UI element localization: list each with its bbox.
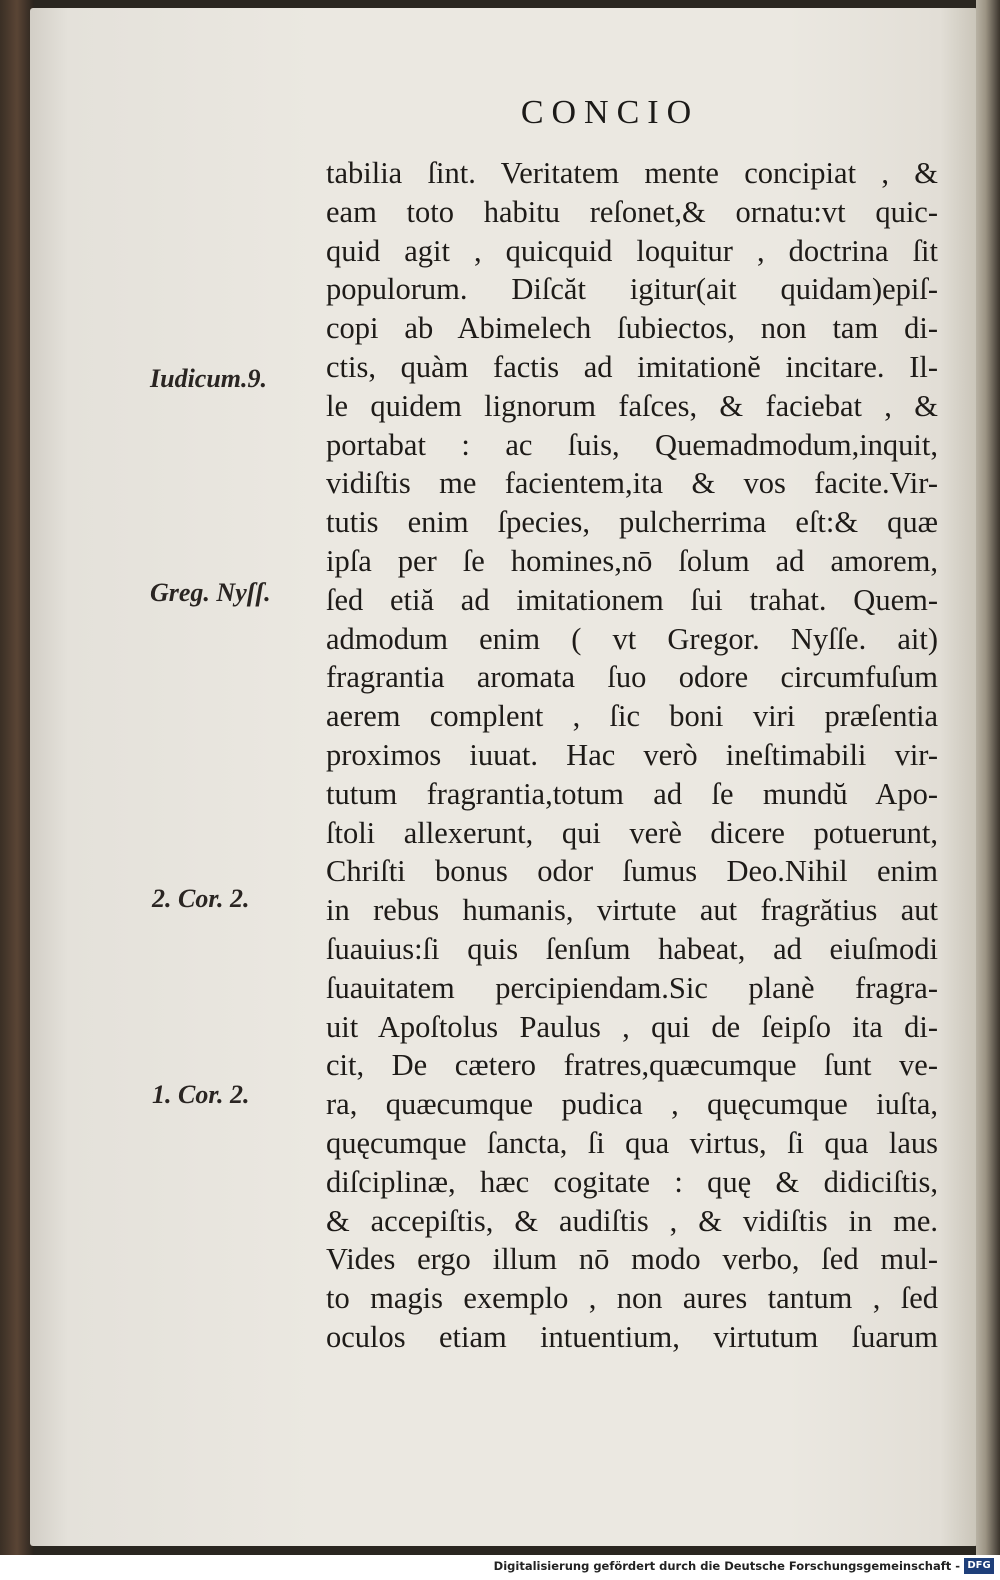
text-line: fragrantia aromata ſuo odore circumfuſum <box>326 660 938 695</box>
text-line: proximos iuuat. Hac verò ineſtimabili vir- <box>326 737 938 772</box>
text-line: quęcumque ſancta, ſi qua virtus, ſi qua laus <box>326 1125 938 1160</box>
text-line: tabilia ſint. Veritatem mente concipiat , & <box>326 156 938 190</box>
text-line: Vides ergo illum nō modo verbo, ſed mul- <box>326 1242 938 1277</box>
text-line: le quidem lignorum faſces, & faciebat , & <box>326 388 938 423</box>
text-line: quid agit , quicquid loquitur , doctrina ſit <box>326 233 938 268</box>
text-line: in rebus humanis, virtute aut fragrătius aut <box>326 893 938 928</box>
margin-note-2-cor: 2. Cor. 2. <box>152 884 250 913</box>
text-line: diſciplinæ, hæc cogitate : quę & didiciſtis, <box>326 1164 938 1199</box>
text-line: populorum. Diſcăt igitur(ait quidam)epiſ- <box>326 272 938 307</box>
footer-credit: Digitalisierung gefördert durch die Deutsche Forschungsgemeinschaft - <box>493 1559 960 1573</box>
text-line: ra, quæcumque pudica , quęcumque iuſta, <box>326 1087 938 1122</box>
footer-bar <box>0 1555 1000 1580</box>
body-text <box>326 154 938 1357</box>
text-line: ſuauius:ſi quis ſenſum habeat, ad eiuſmodi <box>326 931 938 966</box>
text-line: Chriſti bonus odor ſumus Deo.Nihil enim <box>326 854 938 889</box>
text-line: tutum fragrantia,totum ad ſe mundŭ Apo- <box>326 776 938 811</box>
text-line: admodum enim ( vt Gregor. Nyſſe. ait) <box>326 621 938 656</box>
text-line: ſuauitatem percipiendam.Sic planè fragra- <box>326 970 938 1005</box>
margin-note-judges: Iudicum.9. <box>150 364 268 393</box>
text-line: uit Apoſtolus Paulus , qui de ſeipſo ita di- <box>326 1009 938 1044</box>
running-header: CONCIO <box>520 94 700 131</box>
page-edge <box>976 0 1000 1555</box>
text-line: ctis, quàm factis ad imitationĕ incitare. Il- <box>326 349 938 384</box>
text-line: portabat : ac ſuis, Quemadmodum,inquit, <box>326 427 938 462</box>
text-line: vidiſtis me facientem,ita & vos facite.Vir- <box>326 466 938 501</box>
margin-note-1-cor: 1. Cor. 2. <box>152 1080 250 1109</box>
text-line: ſed etiă ad imitationem ſui trahat. Quem- <box>326 582 938 617</box>
margin-note-gregory: Greg. Nyſſ. <box>150 578 271 607</box>
text-line: ipſa per ſe homines,nō ſolum ad amorem, <box>326 543 938 578</box>
dfg-logo: DFG <box>964 1558 994 1574</box>
text-line: copi ab Abimelech ſubiectos, non tam di- <box>326 311 938 346</box>
text-line: oculos etiam intuentium, virtutum ſuarum <box>326 1319 938 1354</box>
text-line: to magis exemplo , non aures tantum , ſed <box>326 1281 938 1316</box>
text-line: aerem complent , ſic boni viri præſentia <box>326 699 938 734</box>
text-line: eam toto habitu reſonet,& ornatu:vt quic- <box>326 194 938 229</box>
book-spine <box>0 0 34 1555</box>
text-line: cit, De cætero fratres,quæcumque ſunt ve- <box>326 1048 938 1083</box>
text-line: tutis enim ſpecies, pulcherrima eſt:& quæ <box>326 505 938 540</box>
text-line: & accepiſtis, & audiſtis , & vidiſtis in me. <box>326 1203 938 1238</box>
text-line: ſtoli allexerunt, qui verè dicere potuerunt, <box>326 815 938 850</box>
